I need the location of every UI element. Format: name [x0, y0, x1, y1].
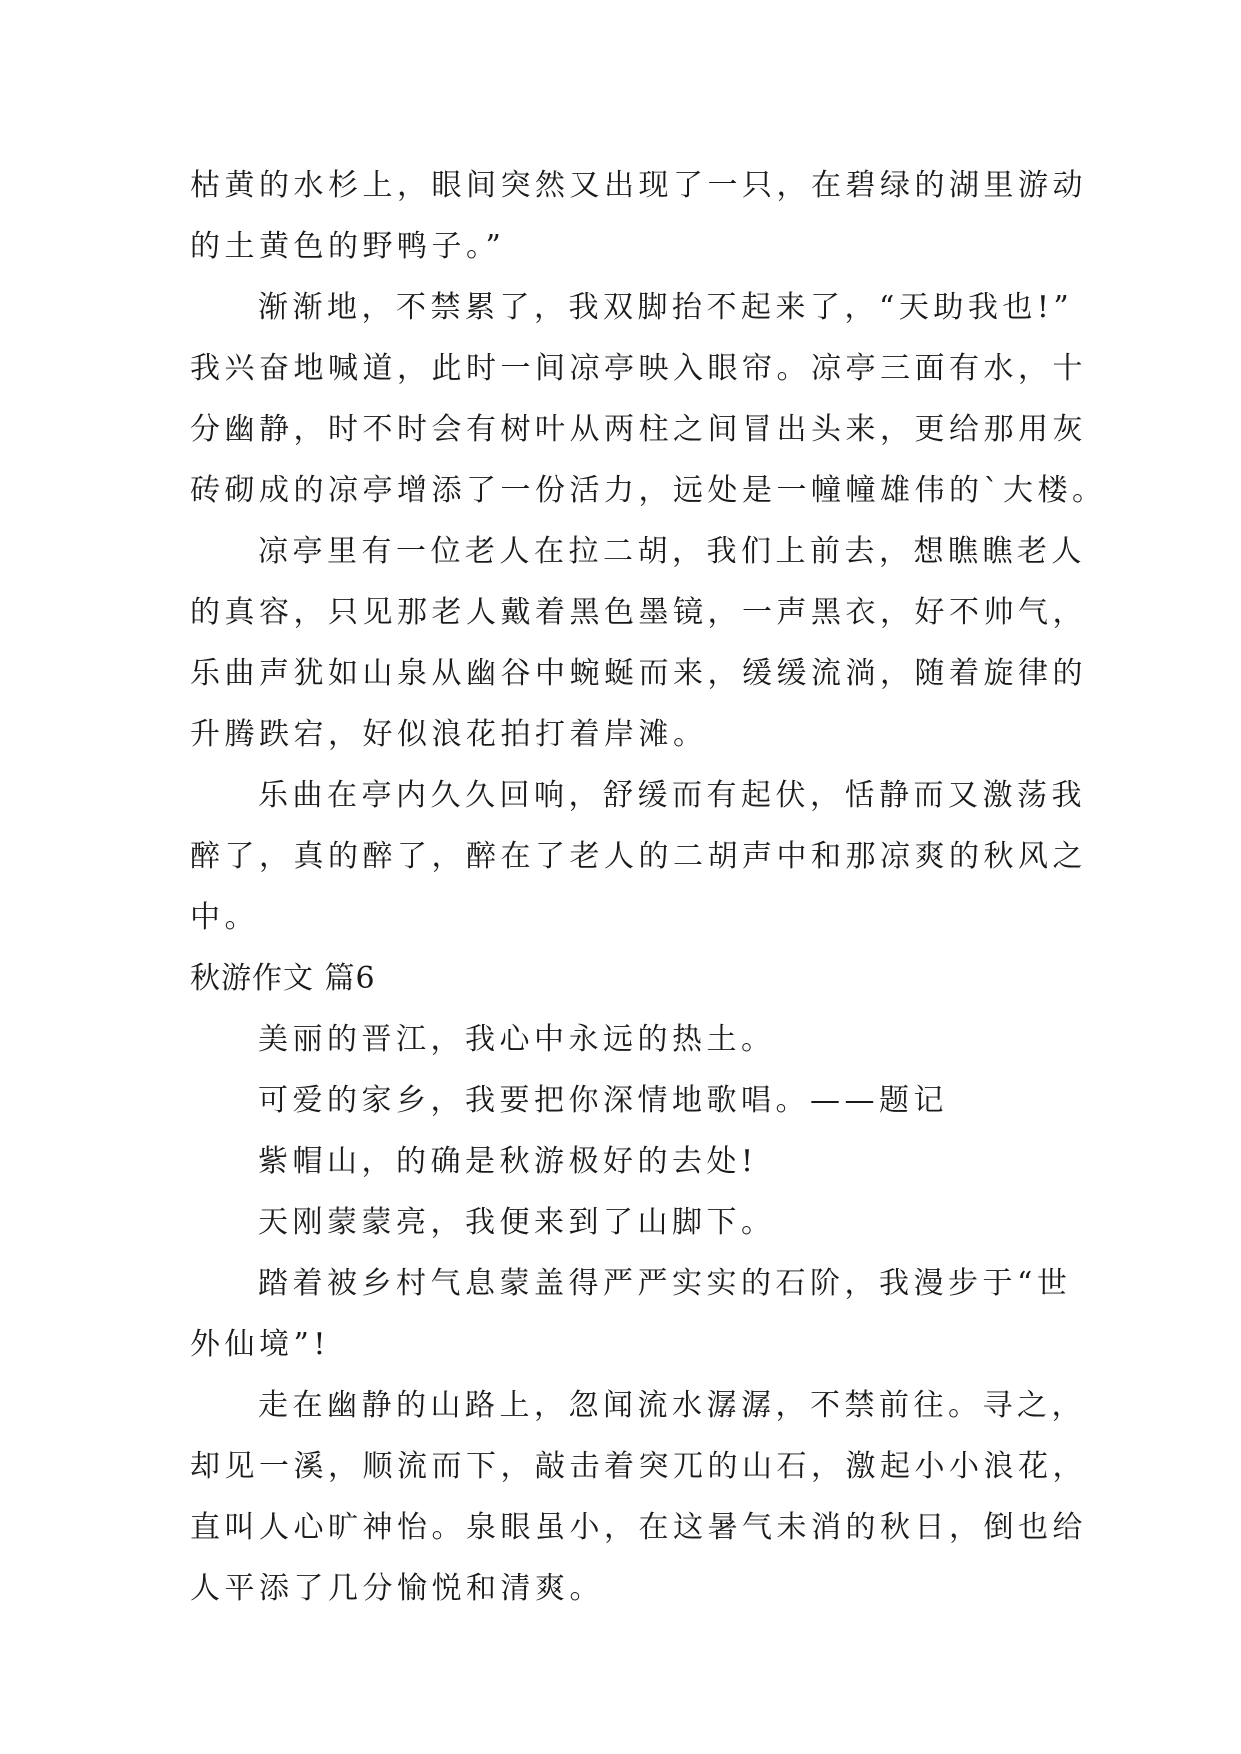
text-line: 可爱的家乡，我要把你深情地歌唱。——题记: [258, 1083, 948, 1118]
text-line: 人平添了几分愉悦和清爽。: [190, 1571, 604, 1606]
text-line: 中。: [190, 900, 259, 935]
text-line: 乐曲声犹如山泉从幽谷中蜿蜒而来，缓缓流淌，随着旋律的: [190, 656, 1087, 691]
section-heading: 秋游作文 篇6: [190, 961, 376, 996]
text-line: 踏着被乡村气息蒙盖得严严实实的石阶，我漫步于“世: [258, 1266, 1072, 1301]
text-line: 的土黄色的野鸭子。”: [190, 229, 506, 264]
text-line: 乐曲在亭内久久回响，舒缓而有起伏，恬静而又激荡我: [258, 778, 1086, 813]
text-line: 美丽的晋江，我心中永远的热土。: [258, 1022, 776, 1057]
text-line: 凉亭里有一位老人在拉二胡，我们上前去，想瞧瞧老人: [258, 534, 1086, 569]
text-line: 走在幽静的山路上，忽闻流水潺潺，不禁前往。寻之，: [258, 1388, 1086, 1423]
text-line: 直叫人心旷神怡。泉眼虽小，在这暑气未消的秋日，倒也给: [190, 1510, 1087, 1545]
text-line: 升腾跌宕，好似浪花拍打着岸滩。: [190, 717, 708, 752]
text-line: 我兴奋地喊道，此时一间凉亭映入眼帘。凉亭三面有水，十: [190, 351, 1087, 386]
text-line: 砖砌成的凉亭增添了一份活力，远处是一幢幢雄伟的`大楼。: [190, 473, 1107, 508]
text-line: 天刚蒙蒙亮，我便来到了山脚下。: [258, 1205, 776, 1240]
text-line: 外仙境”!: [190, 1327, 330, 1362]
body-text: [190, 155, 1107, 1619]
text-line: 枯黄的水杉上，眼间突然又出现了一只，在碧绿的湖里游动: [190, 168, 1087, 203]
text-line: 分幽静，时不时会有树叶从两柱之间冒出头来，更给那用灰: [190, 412, 1087, 447]
text-line: 紫帽山，的确是秋游极好的去处!: [258, 1144, 758, 1179]
text-line: 醉了，真的醉了，醉在了老人的二胡声中和那凉爽的秋风之: [190, 839, 1087, 874]
text-line: 渐渐地，不禁累了，我双脚抬不起来了，“天助我也!”: [258, 290, 1074, 325]
text-line: 却见一溪，顺流而下，敲击着突兀的山石，激起小小浪花，: [190, 1449, 1087, 1484]
text-line: 的真容，只见那老人戴着黑色墨镜，一声黑衣，好不帅气，: [190, 595, 1087, 630]
